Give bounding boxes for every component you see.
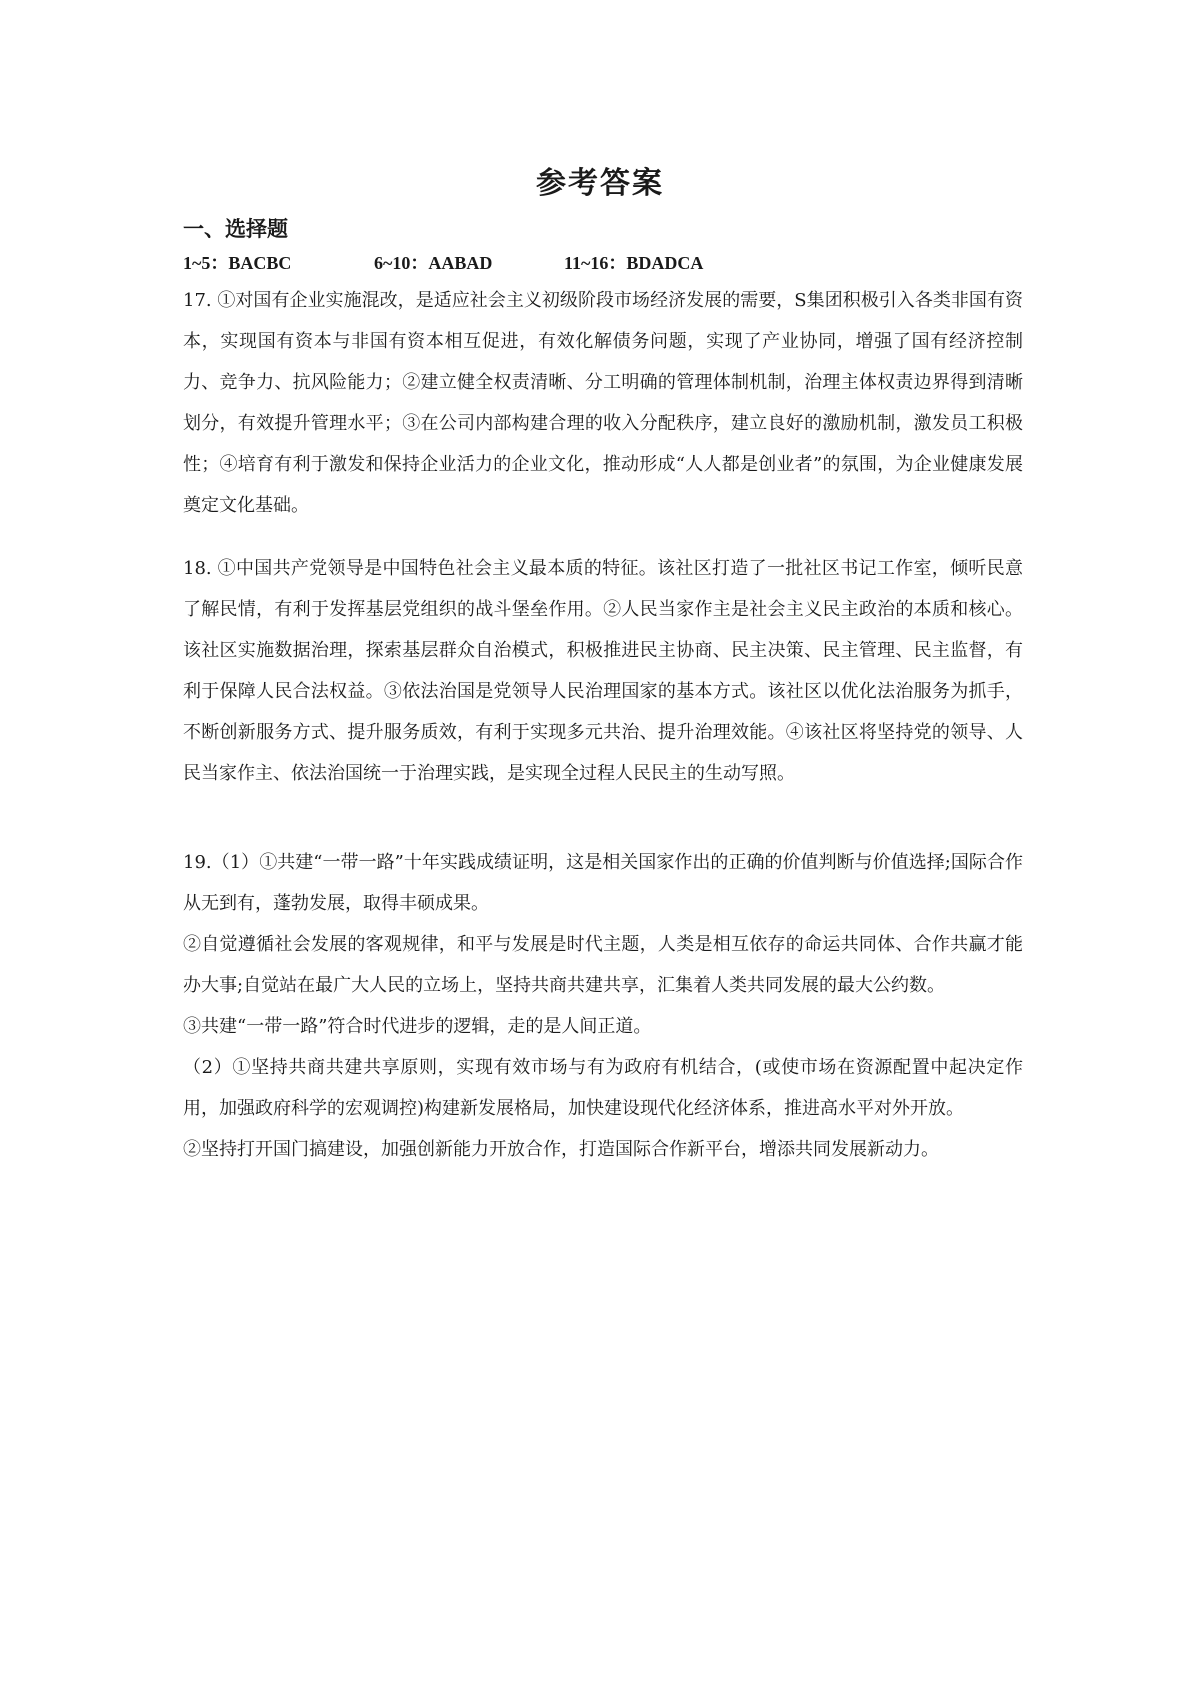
mc-range: 6~10： [374,253,429,273]
mc-group-1 [183,246,374,280]
answer-19-part1-point1: 19.（1）①共建“一带一路”十年实践成绩证明，这是相关国家作出的正确的价值判断与价值选择;国际合作从无到有，蓬勃发展，取得丰硕成果。 [183,852,1023,914]
section-heading-multiple-choice: 一、选择题 [183,217,288,241]
mc-range: 11~16： [564,253,627,273]
answer-19-part2-point1: （2）①坚持共商共建共享原则，实现有效市场与有为政府有机结合，(或使市场在资源配置中起决定作用，加强政府科学的宏观调控)构建新发展格局，加快建设现代化经济体系，推进高水平对外开放。 [183,1057,1023,1119]
page-title: 参考答案 [536,166,664,201]
answer-17: 17. ①对国有企业实施混改，是适应社会主义初级阶段市场经济发展的需要，S集团积极引入各类非国有资本，实现国有资本与非国有资本相互促进，有效化解债务问题，实现了产业协同，增强了国有经济控制力、竞争力、抗风险能力；②建立健全权责清晰、分工明确的管理体制机制，治理主体权责边界得到清晰划分，有效提升管理水平；③在公司内部构建合理的收入分配秩序，建立良好的激励机制，激发员工积极性；④培育有利于激发和保持企业活力的企业文化，推动形成“人人都是创业者”的氛围，为企业健康发展奠定文化基础。 [183,290,1023,516]
mc-range: 1~5： [183,253,229,273]
mc-keys: BACBC [228,253,292,273]
mc-keys: BDADCA [626,253,704,273]
mc-group-3 [564,246,703,280]
answer-18: 18. ①中国共产党领导是中国特色社会主义最本质的特征。该社区打造了一批社区书记工作室，倾听民意了解民情，有利于发挥基层党组织的战斗堡垒作用。②人民当家作主是社会主义民主政治的本质和核心。该社区实施数据治理，探索基层群众自治模式，积极推进民主协商、民主决策、民主管理、民主监督，有利于保障人民合法权益。③依法治国是党领导人民治理国家的基本方式。该社区以优化法治服务为抓手，不断创新服务方式、提升服务质效，有利于实现多元共治、提升治理效能。④该社区将坚持党的领导、人民当家作主、依法治国统一于治理实践，是实现全过程人民民主的生动写照。 [183,558,1023,784]
answer-19-part2-point2: ②坚持打开国门搞建设，加强创新能力开放合作，打造国际合作新平台，增添共同发展新动力。 [183,1139,939,1160]
mc-keys: AABAD [428,253,493,273]
answer-19-part1-point2: ②自觉遵循社会发展的客观规律，和平与发展是时代主题，人类是相互依存的命运共同体、合作共赢才能办大事;自觉站在最广大人民的立场上，坚持共商共建共享，汇集着人类共同发展的最大公约数。 [183,934,1023,996]
mc-group-2 [374,246,564,280]
answer-19-part1-point3: ③共建“一带一路”符合时代进步的逻辑，走的是人间正道。 [183,1016,652,1037]
answer-content [183,212,1023,1170]
multiple-choice-answers [183,246,1023,280]
